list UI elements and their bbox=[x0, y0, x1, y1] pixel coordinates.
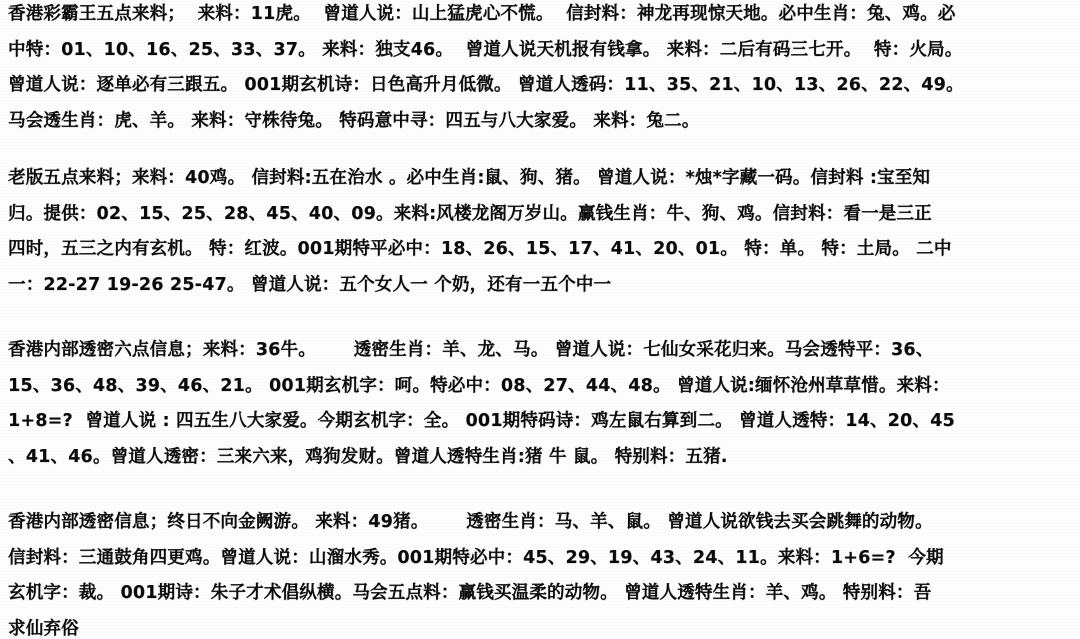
text-block-3 bbox=[0, 312, 1080, 466]
text-block-4 bbox=[0, 484, 1080, 638]
text-line: 香港内部透密信息；终日不向金阙游。 来料：49猪。 透密生肖：马、羊、鼠。 曾道人说欲钱去买会跳舞的动物。 bbox=[8, 512, 933, 532]
text-line: 15、36、48、39、46、21。 001期玄机字：呵。特必中：08、27、44、48。 曾道人说:缅怀沧州草草惜。来料： bbox=[8, 375, 950, 396]
text-line: 一：22-27 19-26 25-47。 曾道人说：五个女人一 个奶，还有一五个中一 bbox=[8, 274, 612, 295]
text-line: 1+8=? 曾道人说 : 四五生八大家爱。今期玄机字：全。 001期特码诗：鸡左鼠右算到二。 曾道人透特：14、20、45 bbox=[8, 411, 955, 431]
text-line: 、41、46。曾道人透密：三来六来，鸡狗发财。曾道人透特生肖:猪 牛 鼠。 特别料：五猪. bbox=[8, 446, 728, 467]
text-line: 玄机字：裁。 001期诗：朱子才术倡纵横。马会五点料：赢钱买温柔的动物。 曾道人透特生肖：羊、鸡。 特别料：吾 bbox=[8, 583, 932, 603]
text-block-1 bbox=[0, 0, 1080, 130]
text-line: 曾道人说：逐单必有三跟五。 001期玄机诗：日色高升月低微。 曾道人透码：11、35、21、10、13、26、22、49。 bbox=[8, 75, 964, 95]
text-line: 马会透生肖：虎、羊。 来料：守株待兔。 特码意中寻：四五与八大家爱。 来料：兔二。 bbox=[8, 110, 700, 131]
text-line: 归。提供：02、15、25、28、45、40、09。来料:风楼龙阁万岁山。赢钱生肖：牛、狗、鸡。信封料：看一是三正 bbox=[8, 203, 932, 224]
text-block-2 bbox=[0, 148, 1080, 294]
text-line: 中特：01、10、16、25、33、37。 来料：独支46。 曾道人说天机报有钱拿。 来料：二后有码三七开。 特：火局。 bbox=[8, 39, 963, 60]
text-line: 香港彩霸王五点来料； 来料：11虎。 曾道人说：山上猛虎心不慌。 信封料：神龙再现惊天地。必中生肖：兔、鸡。必 bbox=[8, 4, 956, 24]
text-line: 信封料：三通鼓角四更鸡。曾道人说：山溜水秀。001期特必中：45、29、19、43、24、11。来料：1+6=? 今期 bbox=[8, 547, 944, 568]
text-line: 求仙弃俗 bbox=[8, 618, 79, 639]
text-line: 老版五点来料；来料：40鸡。 信封料:五在治水 。必中生肖:鼠、狗、猪。 曾道人说：*烛*字藏一码。信封料 :宝至知 bbox=[8, 168, 931, 188]
text-line: 四时，五三之内有玄机。 特：红波。001期特平必中：18、26、15、17、41、20、01。 特：单。 特：土局。 二中 bbox=[8, 239, 952, 259]
text-line: 香港内部透密六点信息；来料：36牛。 透密生肖：羊、龙、马。 曾道人说：七仙女采花归来。马会透特平：36、 bbox=[8, 340, 934, 360]
